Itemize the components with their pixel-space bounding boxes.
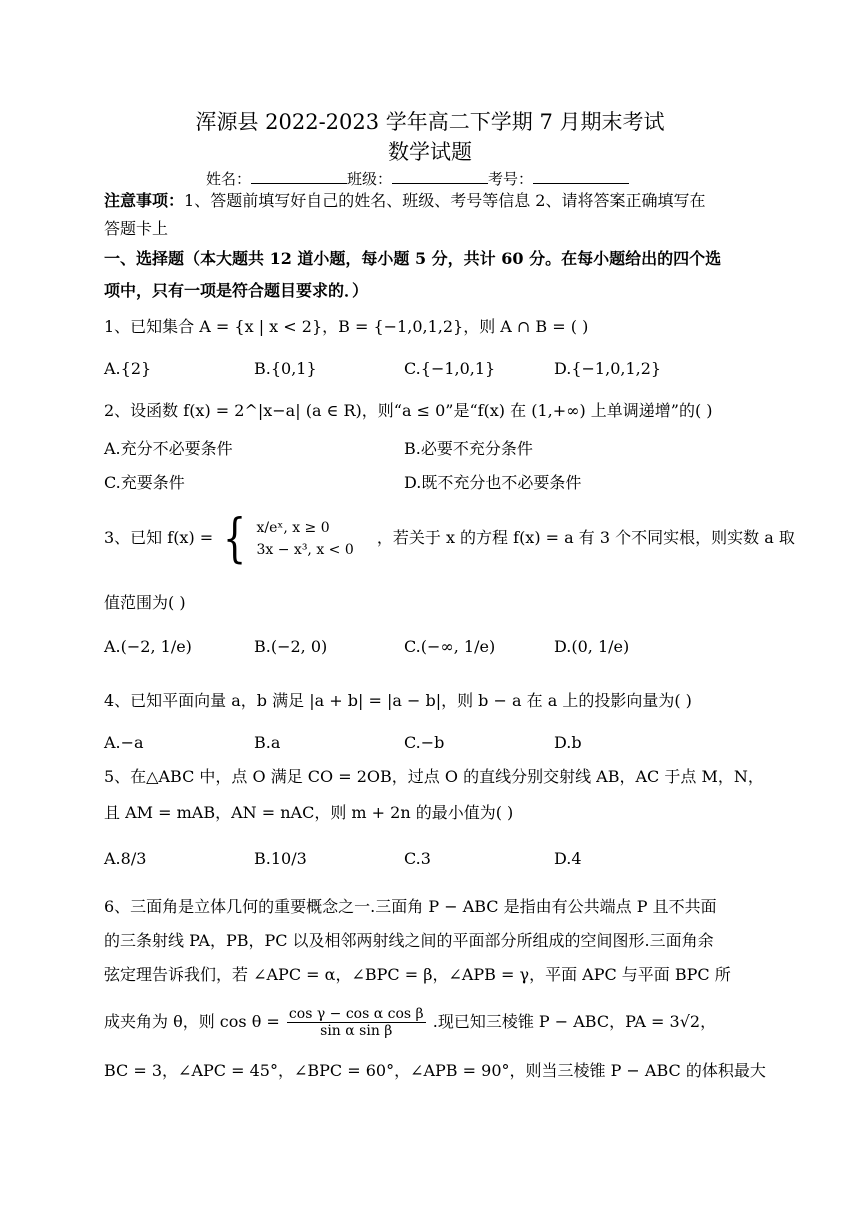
q3-option-a[interactable]: A.(−2, 1/e) <box>104 637 192 656</box>
exam-title: 浑源县 2022-2023 学年高二下学期 7 月期末考试 <box>195 110 665 134</box>
student-info-row <box>206 168 629 189</box>
exam-subtitle: 数学试题 <box>388 140 472 164</box>
q4-option-a[interactable]: A.−a <box>104 733 144 752</box>
name-label: 姓名： <box>206 170 252 188</box>
q6-cos-fraction <box>287 1006 426 1039</box>
notice-label: 注意事项： <box>104 191 185 210</box>
q6-fraction-numerator: cos γ − cos α cos β <box>288 1006 424 1022</box>
q5-option-d[interactable]: D.4 <box>554 849 582 868</box>
q6-line-4a: 成夹角为 θ，则 cos θ = <box>104 1012 280 1031</box>
q6-line-4 <box>104 1000 716 1044</box>
q3-option-d[interactable]: D.(0, 1/e) <box>554 637 630 656</box>
q3-line-2: 值范围为( ) <box>104 593 186 612</box>
q3-cases <box>256 517 353 561</box>
section-heading-2: 项中，只有一项是符合题目要求的．） <box>104 281 369 300</box>
q2-option-c[interactable]: C.充要条件 <box>104 473 185 492</box>
q2-option-b[interactable]: B.必要不充分条件 <box>404 439 533 458</box>
q3-case-1: x/eˣ, x ≥ 0 <box>256 519 330 536</box>
q5-line-2: 且 AM = mAB，AN = nAC，则 m + 2n 的最小值为( ) <box>104 803 514 822</box>
class-label: 班级： <box>347 170 393 188</box>
q4-option-d[interactable]: D.b <box>554 733 582 752</box>
q1-option-c[interactable]: C.{−1,0,1} <box>404 359 496 378</box>
q4-option-c[interactable]: C.−b <box>404 733 445 752</box>
id-blank[interactable] <box>533 169 629 184</box>
notice-line-1 <box>104 190 705 212</box>
q6-fraction-denominator: sin α sin β <box>320 1023 393 1039</box>
notice-text-1: 1、答题前填写好自己的姓名、班级、考号等信息 2、请将答案正确填写在 <box>184 191 706 210</box>
q6-line-5: BC = 3，∠APC = 45°，∠BPC = 60°，∠APB = 90°，则当三棱锥 P − ABC 的体积最大 <box>104 1061 766 1080</box>
q6-line-2: 的三条射线 PA，PB，PC 以及相邻两射线之间的平面部分所组成的空间图形.三面角余 <box>104 931 714 950</box>
q5-option-c[interactable]: C.3 <box>404 849 431 868</box>
notice-text-2: 答题卡上 <box>104 219 169 238</box>
q5-line-1: 5、在△ABC 中，点 O 满足 CO = 2OB，过点 O 的直线分别交射线 AB，AC 于点 M，N， <box>104 767 764 786</box>
q1-stem: 1、已知集合 A = {x | x < 2}，B = {−1,0,1,2}，则 A ∩ B = ( ) <box>104 317 589 336</box>
name-blank[interactable] <box>251 169 347 184</box>
q6-line-4b: .现已知三棱锥 P − ABC，PA = 3√2， <box>432 1012 717 1031</box>
q3-case-2: 3x − x³, x < 0 <box>256 541 354 558</box>
q3-prefix: 3、已知 f(x) = <box>104 528 214 547</box>
section-heading-1: 一、选择题（本大题共 12 道小题，每小题 5 分，共计 60 分。在每小题给出的四个选 <box>104 249 722 268</box>
q5-option-a[interactable]: A.8/3 <box>104 849 147 868</box>
q1-option-b[interactable]: B.{0,1} <box>254 359 317 378</box>
q6-line-3: 弦定理告诉我们，若 ∠APC = α，∠BPC = β，∠APB = γ，平面 APC 与平面 BPC 所 <box>104 965 731 984</box>
class-blank[interactable] <box>392 169 488 184</box>
q2-option-d[interactable]: D.既不充分也不必要条件 <box>404 473 582 492</box>
id-label: 考号： <box>488 170 534 188</box>
q4-stem: 4、已知平面向量 a，b 满足 |a + b| = |a − b|，则 b − a 在 a 上的投影向量为( ) <box>104 691 692 710</box>
q1-option-a[interactable]: A.{2} <box>104 359 152 378</box>
q6-line-1: 6、三面角是立体几何的重要概念之一.三面角 P − ABC 是指由有公共端点 P 且不共面 <box>104 897 717 916</box>
q2-option-a[interactable]: A.充分不必要条件 <box>104 439 233 458</box>
q3-option-b[interactable]: B.(−2, 0) <box>254 637 328 656</box>
q2-stem: 2、设函数 f(x) = 2^|x−a| (a ∈ R)，则“a ≤ 0”是“f(x) 在 (1,+∞) 上单调递增”的( ) <box>104 401 713 420</box>
q5-option-b[interactable]: B.10/3 <box>254 849 307 868</box>
q1-option-d[interactable]: D.{−1,0,1,2} <box>554 359 662 378</box>
q3-brace: { <box>223 508 247 569</box>
q3-suffix: ，若关于 x 的方程 f(x) = a 有 3 个不同实根，则实数 a 取 <box>376 528 795 547</box>
q4-option-b[interactable]: B.a <box>254 733 281 752</box>
q3-option-c[interactable]: C.(−∞, 1/e) <box>404 637 496 656</box>
q3-stem <box>104 508 795 568</box>
